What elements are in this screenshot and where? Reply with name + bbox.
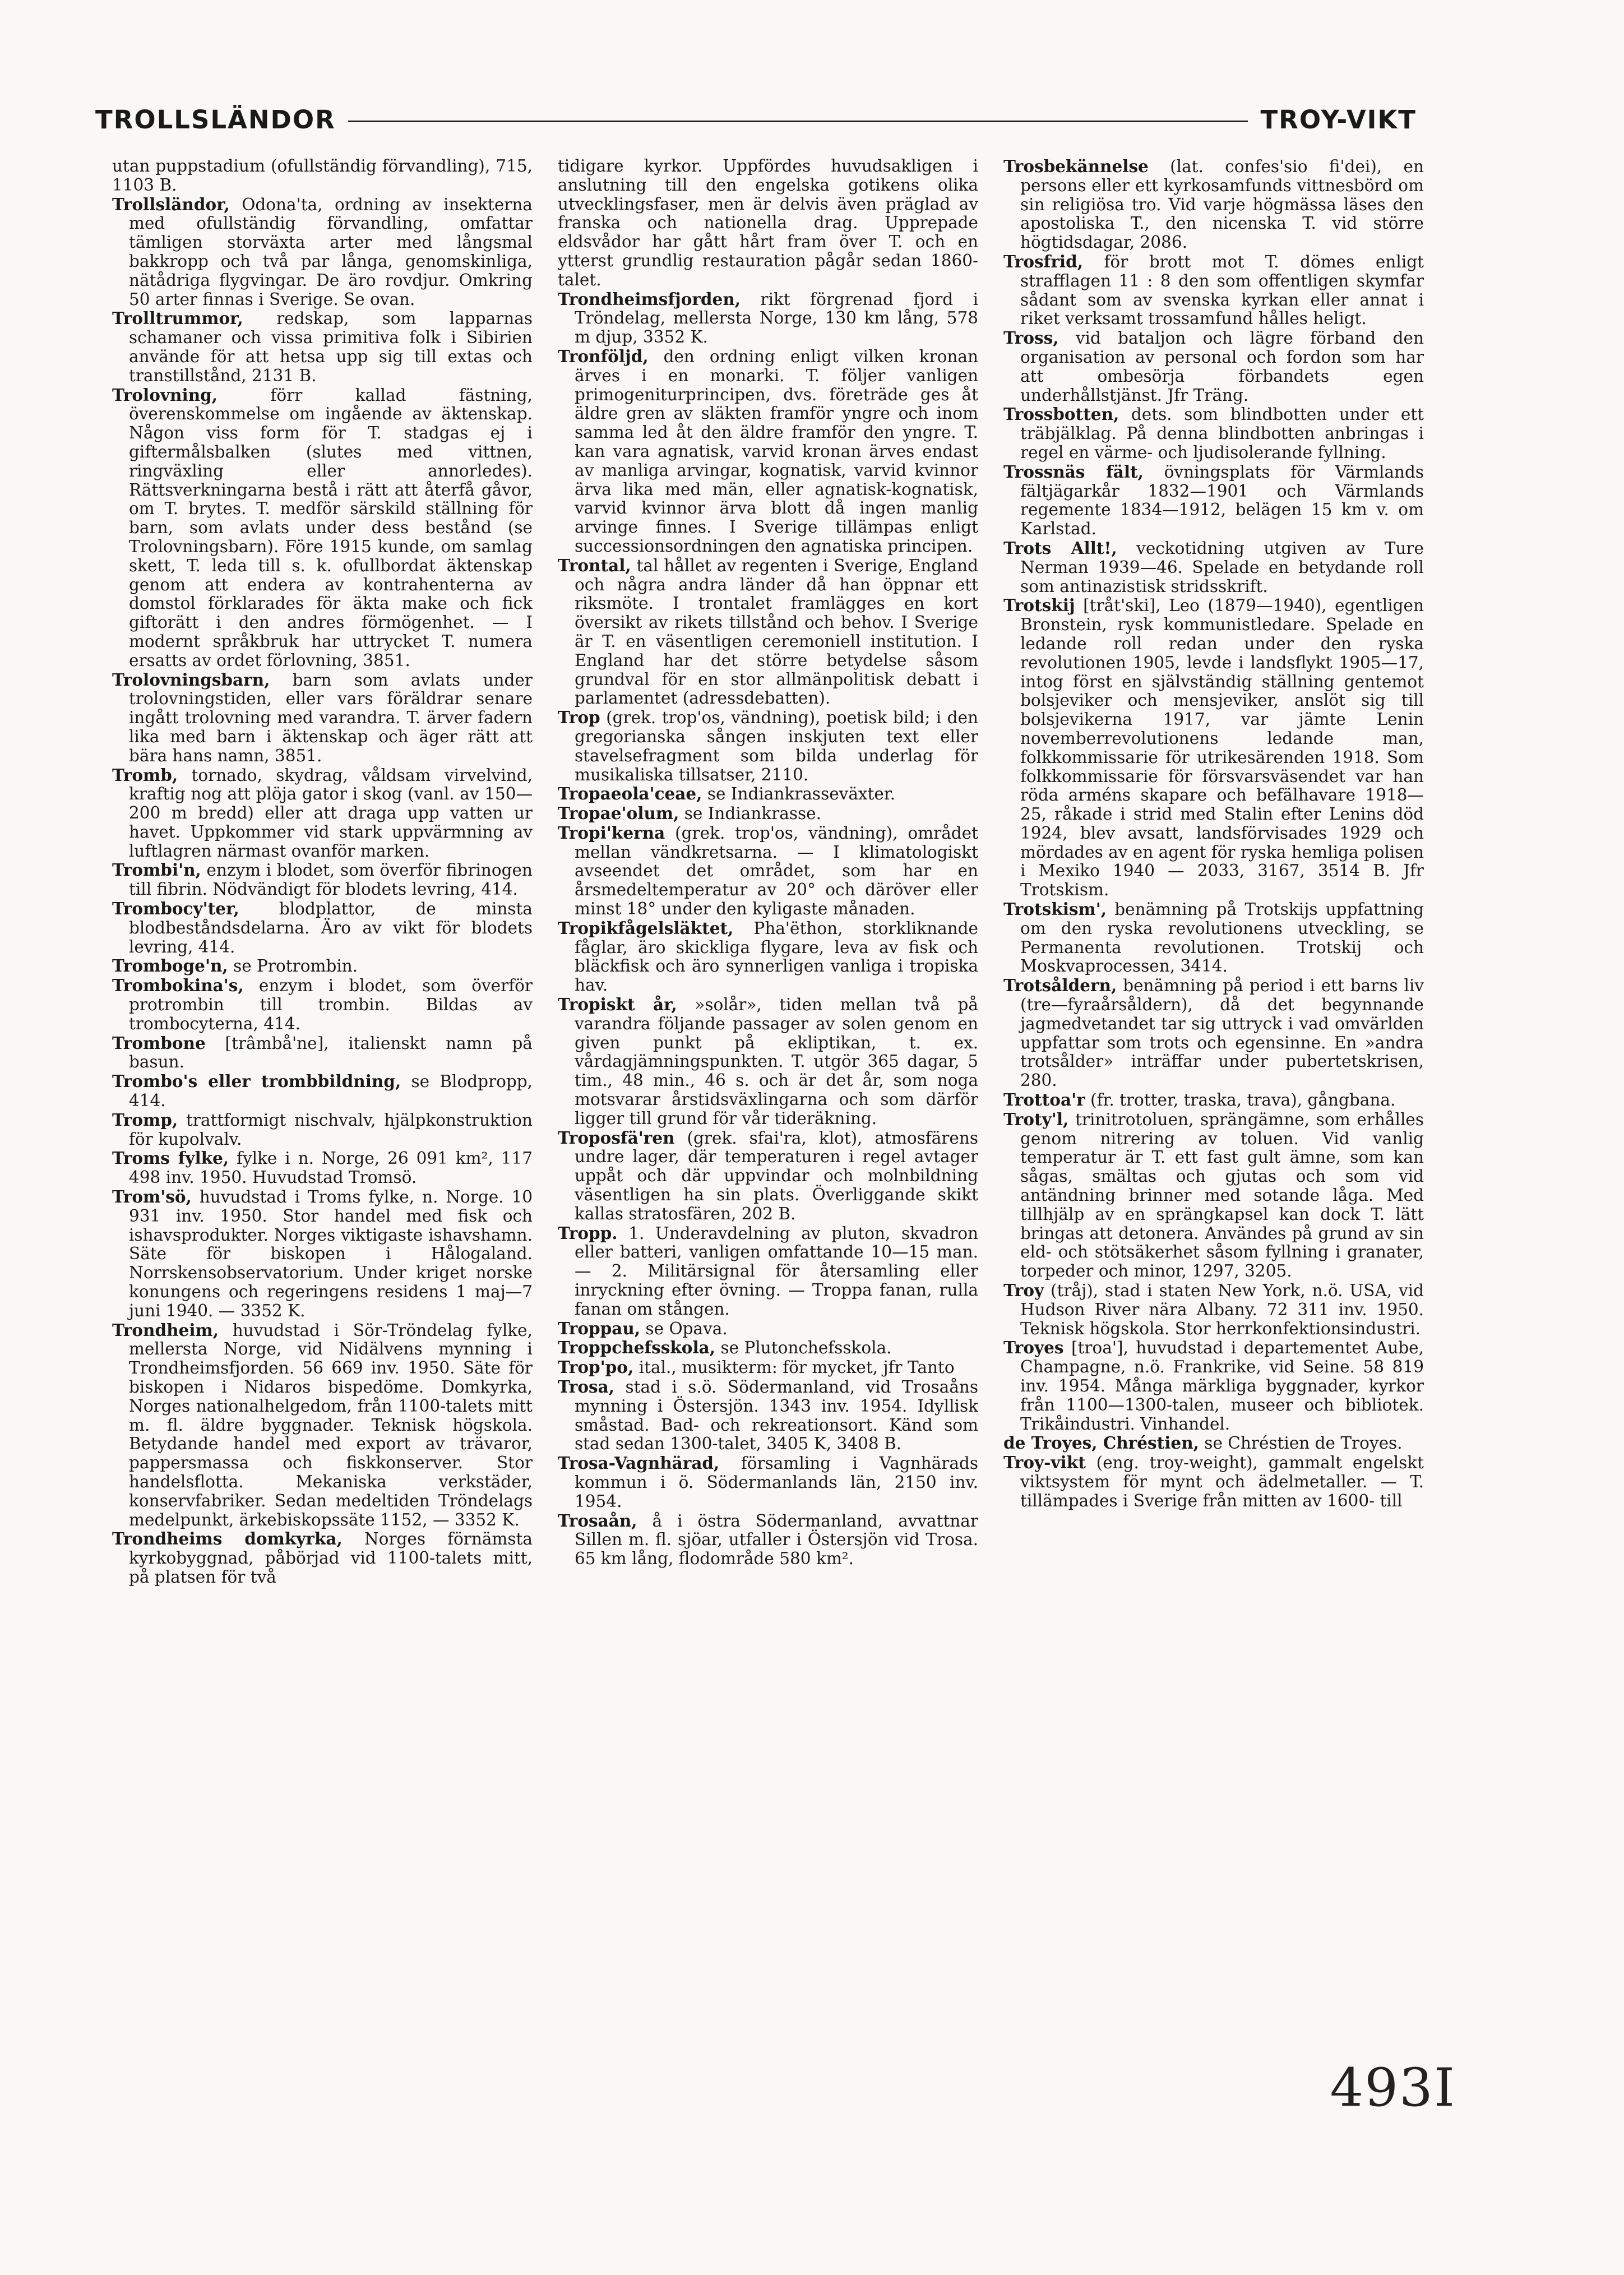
entry — [1003, 539, 1424, 596]
entry-text: se Protrombin. — [228, 956, 358, 976]
entry-text: Norges förnämsta kyrkobyggnad, påbörjad vid 1100-talets mitt, på platsen för två — [129, 1529, 533, 1587]
entry-text: församling i Vagnhärads kommun i ö. Södermanlands län, 2150 inv. 1954. — [575, 1454, 978, 1511]
entry — [558, 1454, 978, 1511]
entry-text: [tråt'ski], Leo (1879—1940), egentligen Bronstein, rysk kommunistledare. Spelade en ledande roll redan under den ryska revolutionen 1905, levde i landsflykt 1905—17, intog först en självständig ställning gentemot bolsjeviker och mensjeviker, anslöt sig till bolsjevikerna 1917, var jämte Lenin novemberrevolutionens ledande man, folkkommissarie för utrikesärenden 1918. Som folkkommissarie för försvarsväsendet var han röda arméns skapare och befälhavare 1918—25, råkade i strid med Stalin efter Lenins död 1924, blev avsatt, landsförvisades 1929 och mördades av en agent för ryska hemliga polisen i Mexiko 1940 — 2033, 3167, 3514 B. Jfr Trotskism. — [1020, 596, 1424, 900]
entry-text: (eng. troy-weight), gammalt engelskt viktsystem för mynt och ädelmetaller. — T. tillämpades i Sverige från mitten av 1600- till — [1020, 1453, 1424, 1510]
entry-headword: Trop'po, — [558, 1357, 634, 1377]
entry-headword: Trombo's eller trombbildning, — [112, 1071, 401, 1092]
entry-text: (lat. confes'sio fi'dei), en persons eller ett kyrkosamfunds vittnesbörd om sin religiösa tro. Vid varje högmässa läses den apostoliska T., den nicenska T. vid större högtidsdagar, 2086. — [1020, 157, 1424, 252]
last-headword: TROY-VIKT — [1260, 104, 1417, 135]
page-number: 493I — [1330, 2057, 1456, 2119]
entry-headword: Tropaeola'ceae, — [558, 784, 702, 804]
entry-headword: Troy — [1003, 1280, 1044, 1301]
entry-headword: Tropikfågelsläktet, — [558, 918, 734, 938]
entry-headword: Trotsåldern, — [1003, 975, 1117, 996]
entry-headword: Trolovningsbarn, — [112, 669, 270, 690]
entry-text: (grek. trop'os, vändning), området mellan vändkretsarna. — I klimatologiskt avseendet det området, som har en årsmedeltemperatur av 20° och däröver eller minst 18° under den kyligaste månaden. — [575, 823, 978, 919]
entry-text: enzym i blodet, som överför protrombin till trombin. Bildas av trombocyterna, 414. — [129, 976, 533, 1033]
entry — [558, 1319, 978, 1339]
entry-text: [troa'], huvudstad i departementet Aube, Champagne, n.ö. Frankrike, vid Seine. 58 819 inv. 1954. Många märkliga byggnader, kyrkor från 1100—1300-talen, museer och bibliotek. Trikåindustri. Vinhandel. — [1020, 1338, 1424, 1434]
entry-headword: Tropiskt år, — [558, 995, 677, 1015]
entry — [112, 1321, 533, 1530]
entry-headword: Trosaån, — [558, 1510, 637, 1530]
entry-text: redskap, som lapparnas schamaner och vissa primitiva folk i Sibirien använde för att hetsa upp sig till extas och transtillstånd, 2131 B. — [129, 309, 533, 385]
entry-headword: Trop — [558, 708, 600, 728]
entry — [112, 309, 533, 385]
entry-headword: Troppchefsskola, — [558, 1338, 716, 1358]
entry — [1003, 1110, 1424, 1281]
entry-headword: Tromboge'n, — [112, 956, 228, 976]
entry-headword: Tronföljd, — [558, 346, 649, 366]
entry — [1003, 900, 1424, 976]
header-rule — [348, 121, 1248, 122]
column-2 — [558, 157, 978, 2074]
entry-headword: Trondheimsfjorden, — [558, 289, 741, 309]
entry-text: benämning på Trotskijs uppfattning om den ryska revolutionens utveckling, se Permanenta revolutionen. Trotskij och Moskvaprocessen, 3414. — [1020, 900, 1424, 976]
entry — [112, 1149, 533, 1187]
entry-headword: Tromb, — [112, 765, 178, 785]
entry — [112, 1111, 533, 1149]
entry-text: Odona'ta, ordning av insekterna med ofullständig förvandling, omfattar tämligen storväxta arter med långsmal bakkropp och två par långa, genomskinliga, nätådriga flygvingar. De äro rovdjur. Omkring 50 arter finnas i Sverige. Se ovan. — [129, 195, 533, 309]
entry — [112, 195, 533, 309]
entry-headword: Trombokina's, — [112, 975, 244, 996]
entry — [112, 671, 533, 766]
entry — [112, 976, 533, 1033]
entry — [558, 1224, 978, 1319]
entry-headword: Trosfrid, — [1003, 251, 1083, 271]
entry — [1003, 157, 1424, 252]
entry-text: se Indiankrasse. — [679, 804, 821, 824]
column-1 — [112, 157, 533, 2074]
entry-text: ital., musikterm: för mycket, jfr Tanto — [633, 1358, 955, 1377]
entry-text: 1. Underavdelning av pluton, skvadron eller batteri, vanligen omfattande 10—15 man. — 2. Militärsignal för återsamling eller inryckning efter övning. — Troppa fanan, rulla fanan om stången. — [575, 1223, 978, 1319]
entry — [112, 1072, 533, 1111]
entry — [1003, 1338, 1424, 1434]
entry — [558, 804, 978, 824]
entry-text: stad i s.ö. Södermanland, vid Trosaåns mynning i Östersjön. 1343 inv. 1954. Idyllisk småstad. Bad- och rekreationsort. Känd som stad sedan 1300-talet, 3405 K, 3408 B. — [575, 1377, 978, 1454]
entry-text: benämning på period i ett barns liv (tre—fyraårsåldern), då det begynnande jagmedvetandet tar sig uttryck i vad omvärlden uppfattar som trots och egensinne. En »andra trotsålder» inträffar under pubertetskrisen, 280. — [1020, 976, 1424, 1090]
entry-text: (grek. trop'os, vändning), poetisk bild; i den gregorianska sången inskjuten text eller stavelsefragment som bilda underlag för musikaliska tillsatser, 2110. — [575, 708, 978, 784]
entry — [1003, 1434, 1424, 1453]
entry — [112, 861, 533, 899]
entry-text: veckotidning utgiven av Ture Nerman 1939—46. Spelade en betydande roll som antinazistisk stridsskrift. — [1020, 538, 1424, 596]
running-head — [95, 101, 1417, 138]
entry — [1003, 1453, 1424, 1510]
entry — [558, 708, 978, 784]
entry-text: barn som avlats under trolovningstiden, eller vars föräldrar senare ingått trolovning med varandra. T. ärver fadern lika med barn i äktenskap och äger rätt att bära hans namn, 3851. — [129, 670, 533, 765]
entry-text: Pha'ëthon, storkliknande fåglar, äro skickliga flygare, leva av fisk och bläckfisk och äro synnerligen vanliga i tropiska hav. — [575, 918, 978, 995]
entry-text: tal hållet av regenten i Sverige, England och några andra länder då han öppnar ett riksmöte. I trontalet framlägges en kort översikt av rikets tillstånd och behov. I Sverige är T. en väsentligen ceremoniell institution. I England har det större betydelse såsom grundval för en stor allmänpolitisk debatt i parlamentet (adressdebatten). — [575, 556, 978, 708]
entry-headword: Troty'l, — [1003, 1109, 1069, 1129]
entry — [558, 556, 978, 708]
first-headword: TROLLSLÄNDOR — [95, 104, 336, 135]
entry — [1003, 1281, 1424, 1338]
entry-headword: Trosa, — [558, 1377, 615, 1397]
entry-text: se Plutonchefsskola. — [715, 1338, 892, 1358]
entry-headword: Trondheim, — [112, 1320, 219, 1340]
entry-text: (tråj), stad i staten New York, n.ö. USA, vid Hudson River nära Albany. 72 311 inv. 1950. Teknisk högskola. Stor herrkonfektionsindustri. — [1020, 1281, 1424, 1338]
entry-headword: Trosa-Vagnhärad, — [558, 1453, 720, 1473]
entry-text: tidigare kyrkor. Uppfördes huvudsakligen i anslutning till den engelska gotikens olika utvecklingsfaser, men är delvis även präglad av franska och nationella drag. Upprepade eldsvådor har gått hårt fram över T. och en ytterst grundlig restauration pågår sedan 1860-talet. — [558, 157, 978, 289]
entry-text: förr kallad fästning, överenskommelse om ingående av äktenskap. Någon viss form för T. stadgas ej i giftermålsbalken (slutes med vittnen, ringväxling eller annorledes). Rättsverkningarna bestå i rätt att återfå gåvor, om T. brytes. T. medför särskild ställning för barn, som avlats under dess bestånd (se Trolovningsbarn). Före 1915 kunde, om samlag skett, T. leda till s. k. ofullbordat äktenskap genom att endera av kontrahenterna av domstol förklarades för äkta make och fick giftorätt i den andres förmögenhet. — I modernt språkbruk har uttrycket T. numera ersatts av ordet förlovning, 3851. — [129, 385, 533, 670]
entry — [1003, 596, 1424, 900]
entry-headword: Troms fylke, — [112, 1148, 229, 1168]
entry-text: se Chréstien de Troyes. — [1199, 1434, 1403, 1453]
entry — [558, 784, 978, 804]
entry-text: övningsplats för Värmlands fältjägarkår 1832—1901 och Värmlands regemente 1834—1912, belägen 15 km v. om Karlstad. — [1020, 462, 1424, 539]
entry — [1003, 976, 1424, 1090]
entry-headword: Trollsländor, — [112, 194, 230, 214]
entry-headword: Trots Allt!, — [1003, 538, 1117, 558]
entry-text: blodplattor, de minsta blodbeståndsdelarna. Äro av vikt för blodets levring, 414. — [129, 899, 533, 956]
entry — [558, 347, 978, 556]
entry-text: trinitrotoluen, sprängämne, som erhålles genom nitrering av toluen. Vid vanlig temperatur är T. ett fast gult ämne, som kan sågas, smältas och gjutas och som vid antändning brinner med sotande låga. Med tillhjälp av en sprängkapsel kan dock T. lätt bringas att detonera. Användes på grund av sin eld- och stötsäkerhet såsom fyllning i granater, torpeder och minor, 1297, 3205. — [1020, 1109, 1424, 1281]
entry-text: trattformigt nischvalv, hjälpkonstruktion för kupolvalv. — [129, 1110, 533, 1149]
entry — [1003, 405, 1424, 462]
entry-text: rikt förgrenad fjord i Tröndelag, mellersta Norge, 130 km lång, 578 m djup, 3352 K. — [575, 289, 978, 347]
entry-headword: Troy-vikt — [1003, 1453, 1086, 1473]
entry-text: [trâmbå'ne], italienskt namn på basun. — [129, 1033, 533, 1072]
entry — [558, 1511, 978, 1569]
entry-headword: Trotskism', — [1003, 899, 1107, 919]
entry — [558, 1338, 978, 1358]
entry-headword: Tropae'olum, — [558, 803, 679, 824]
entry-text: å i östra Södermanland, avvattnar Sillen m. fl. sjöar, utfaller i Östersjön vid Trosa. 65 km lång, flodområde 580 km². — [575, 1511, 978, 1569]
entry-headword: Trombocy'ter, — [112, 899, 239, 919]
entry-text: se Opava. — [640, 1319, 728, 1338]
entry — [558, 1358, 978, 1377]
entry-text: huvudstad i Troms fylke, n. Norge. 10 931 inv. 1950. Stor handel med fisk och ishavsprodukter. Norges viktigaste ishavshamn. Säte för biskopen i Hålogaland. Norrskensobservatorium. Under kriget norske konungens och regeringens residens 1 maj—7 juni 1940. — 3352 K. — [129, 1187, 533, 1320]
entry — [558, 824, 978, 919]
entry-headword: de Troyes, Chréstien, — [1003, 1433, 1199, 1453]
entry-headword: Trossnäs fält, — [1003, 461, 1144, 482]
entry-continuation — [112, 157, 533, 195]
entry — [558, 1377, 978, 1454]
entry-text: för brott mot T. dömes enligt strafflagen 11 : 8 den som offentligen skymfar sådant som av svenska kyrkan eller annat i riket verksamt trossamfund hålles heligt. — [1020, 252, 1424, 329]
entry-text: tornado, skydrag, våldsam virvelvind, kraftig nog att plöja gator i skog (vanl. av 150—200 m bredd) eller att draga upp vatten ur havet. Uppkommer vid stark uppvärmning av luftlagren närmast ovanför marken. — [129, 765, 533, 861]
entry — [112, 1187, 533, 1321]
entry-text: se Blodpropp, 414. — [129, 1072, 533, 1111]
entry-headword: Trosbekännelse — [1003, 157, 1149, 176]
entry-headword: Troyes — [1003, 1338, 1064, 1358]
entry — [112, 956, 533, 976]
entry-text: utan puppstadium (ofullständig förvandling), 715, 1103 B. — [112, 157, 533, 195]
entry-text: fylke i n. Norge, 26 091 km², 117 498 inv. 1950. Huvudstad Tromsö. — [129, 1149, 533, 1187]
entry-headword: Troposfä'ren — [558, 1127, 675, 1148]
entry-text: »solår», tiden mellan två på varandra följande passager av solen genom en given punkt på ekliptikan, t. ex. vårdagjämningspunkten. T. utgör 365 dagar, 5 tim., 48 min., 46 s. och är det år, som noga motsvarar årstidsväxlingarna och som därför ligger till grund för vår tideräkning. — [575, 995, 978, 1128]
entry-headword: Trom'sö, — [112, 1187, 192, 1207]
entry — [558, 919, 978, 995]
entry-continuation — [558, 157, 978, 290]
entry — [558, 1129, 978, 1224]
entry-text: vid bataljon och lägre förband den organisation av personal och fordon som har att ombesörja förbandets egen underhållstjänst. Jfr Träng. — [1020, 329, 1424, 405]
entry-headword: Trottoa'r — [1003, 1090, 1085, 1110]
entry — [112, 1034, 533, 1072]
entry-headword: Trotskij — [1003, 595, 1075, 616]
entry-text: (fr. trotter, traska, trava), gångbana. — [1085, 1090, 1396, 1110]
entry — [112, 899, 533, 956]
entry-text: se Indiankrasseväxter. — [702, 784, 896, 804]
entry-headword: Trombi'n, — [112, 860, 201, 880]
entry — [1003, 329, 1424, 405]
entry-headword: Trondheims domkyrka, — [112, 1529, 343, 1549]
entry-headword: Trontal, — [558, 555, 631, 575]
entry-text: enzym i blodet, som överför fibrinogen till fibrin. Nödvändigt för blodets levring, 414. — [129, 861, 533, 899]
entry-headword: Tromp, — [112, 1109, 178, 1130]
entry-headword: Troppau, — [558, 1318, 641, 1338]
entry-headword: Trolovning, — [112, 385, 218, 405]
entry-headword: Tropi'kerna — [558, 822, 665, 843]
entry-text: dets. som blindbotten under ett träbjälklag. På denna blindbotten anbringas i regel en värme- och ljudisolerande fyllning. — [1020, 405, 1424, 462]
entry-headword: Tross, — [1003, 328, 1059, 348]
entry — [112, 766, 533, 861]
entry — [1003, 252, 1424, 329]
entry-headword: Trolltrummor, — [112, 308, 243, 329]
entry — [558, 995, 978, 1129]
entry-text: (grek. sfai'ra, klot), atmosfärens undre lager, där temperaturen i regel avtager uppåt och där uppvindar och molnbildning väsentligen ha sin plats. Överliggande skikt kallas stratosfären, 202 B. — [575, 1128, 978, 1223]
entry-headword: Tropp. — [558, 1223, 618, 1243]
entry-headword: Trossbotten, — [1003, 404, 1119, 424]
entry — [112, 1529, 533, 1587]
entry — [112, 386, 533, 671]
entry-text: den ordning enligt vilken kronan ärves i en monarki. T. följer vanligen primogeniturprincipen, dvs. företräde ges åt äldre gren av släkten framför yngre och inom samma led åt den äldre framför den yngre. T. kan vara agnatisk, varvid kronan ärves endast av manliga arvingar, kognatisk, varvid kvinnor ärva lika med män, eller agnatisk-kognatisk, varvid kvinnor ärva blott då ingen manlig arvinge finnes. I Sverige tillämpas enligt successionsordningen den agnatiska principen. — [575, 346, 978, 556]
entry — [1003, 1090, 1424, 1110]
entry-text: huvudstad i Sör-Tröndelag fylke, mellersta Norge, vid Nidälvens mynning i Trondheimsfjorden. 56 669 inv. 1950. Säte för biskopen i Nidaros bispedöme. Domkyrka, Norges nationalhelgedom, från 1100-talets mitt m. fl. äldre byggnader. Teknisk högskola. Betydande handel med export av trävaror, pappersmassa och fiskkonserver. Stor handelsflotta. Mekaniska verkstäder, konservfabriker. Sedan medeltiden Tröndelags medelpunkt, ärkebiskopssäte 1152, — 3352 K. — [129, 1320, 533, 1529]
entry-headword: Trombone — [112, 1033, 206, 1053]
entry — [1003, 463, 1424, 539]
text-columns — [112, 157, 1424, 2074]
column-3 — [1003, 157, 1424, 2074]
entry — [558, 290, 978, 347]
